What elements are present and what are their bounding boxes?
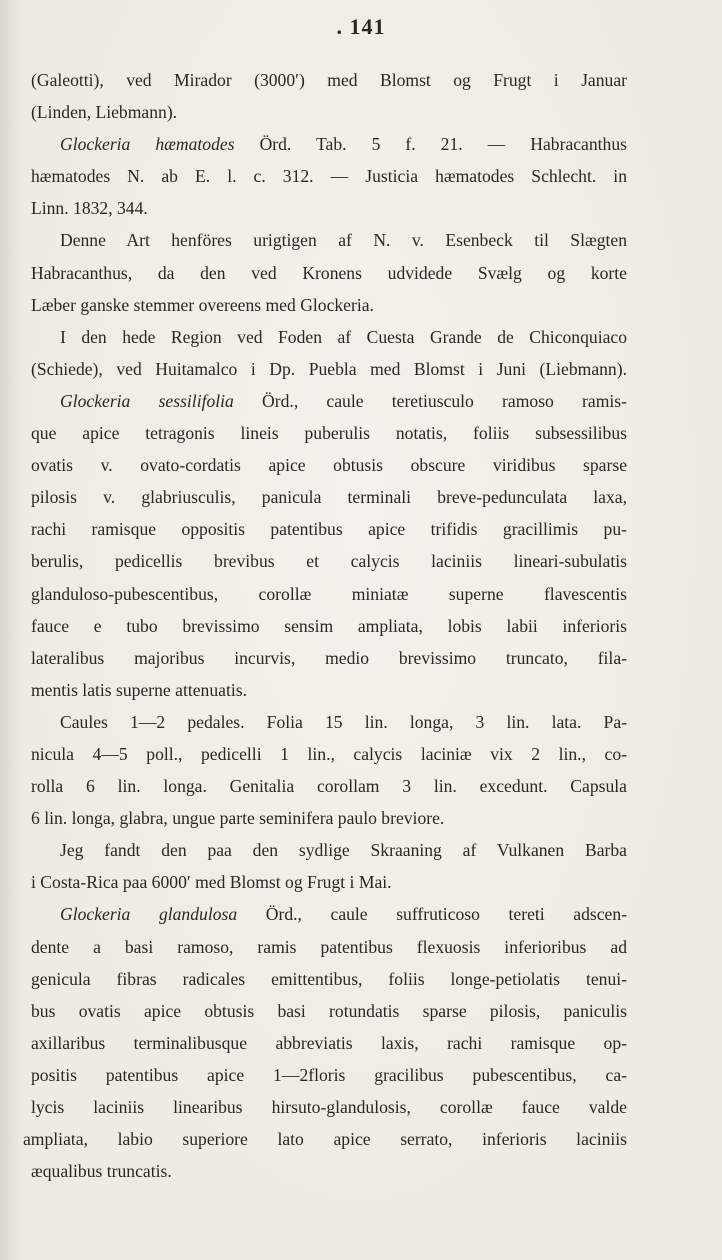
text-line xyxy=(31,642,627,674)
line-text: rachi ramisque oppositis patentibus apice trifidis gracillimis pu- xyxy=(31,519,627,540)
text-line xyxy=(31,128,627,160)
text-line xyxy=(31,160,627,192)
text-line xyxy=(31,257,627,289)
text-line xyxy=(31,738,627,770)
line-text: æqualibus truncatis. xyxy=(31,1161,172,1182)
line-text: ovatis v. ovato-cordatis apice obtusis obscure viridibus sparse xyxy=(31,455,627,476)
text-line xyxy=(31,321,627,353)
line-text: Örd., caule suffruticoso tereti adscen- xyxy=(237,904,628,925)
line-text: (Galeotti), ved Mirador (3000′) med Blomst og Frugt i Januar xyxy=(31,70,627,90)
text-line xyxy=(31,545,627,577)
line-text: hæmatodes N. ab E. l. c. 312. — Justicia hæmatodes Schlecht. in xyxy=(31,166,627,187)
text-line xyxy=(31,385,627,417)
text-line xyxy=(31,289,627,321)
line-text: que apice tetragonis lineis puberulis notatis, foliis subsessilibus xyxy=(31,423,627,444)
line-text: i Costa-Rica paa 6000′ med Blomst og Frugt i Mai. xyxy=(31,872,392,893)
text-line xyxy=(31,96,627,128)
text-line xyxy=(31,64,627,96)
line-text: axillaribus terminalibusque abbreviatis laxis, rachi ramisque op- xyxy=(31,1032,627,1053)
line-text: pilosis v. glabriusculis, panicula terminali breve-pedunculata laxa, xyxy=(31,487,627,508)
text-line xyxy=(31,192,627,224)
line-text: ampliata, labio superiore lato apice serrato, inferioris laciniis xyxy=(23,1129,627,1150)
text-line xyxy=(31,931,627,963)
text-line xyxy=(31,866,627,898)
line-text: (Schiede), ved Huitamalco i Dp. Puebla med Blomst i Juni (Liebmann). xyxy=(31,358,627,379)
line-text: 6 lin. longa, glabra, ungue parte seminifera paulo breviore. xyxy=(31,808,445,829)
species-name: Glockeria hæmatodes xyxy=(60,134,235,155)
line-text: I den hede Region ved Foden af Cuesta Grande de Chiconquiaco xyxy=(60,326,627,347)
text-line xyxy=(31,802,627,834)
text-line xyxy=(31,1059,627,1091)
line-text: positis patentibus apice 1—2floris gracilibus pubescentibus, ca- xyxy=(31,1064,627,1085)
text-line xyxy=(31,353,627,385)
text-line xyxy=(31,449,627,481)
text-line xyxy=(31,1027,627,1059)
line-text: mentis latis superne attenuatis. xyxy=(31,679,247,700)
line-text: Caules 1—2 pedales. Folia 15 lin. longa, 3 lin. lata. Pa- xyxy=(60,711,627,732)
text-line xyxy=(31,610,627,642)
text-line xyxy=(23,1123,627,1155)
line-text: lateralibus majoribus incurvis, medio brevissimo truncato, fila- xyxy=(31,647,627,668)
text-line xyxy=(31,995,627,1027)
line-text: Denne Art henföres urigtigen af N. v. Esenbeck til Slægten xyxy=(60,230,627,251)
line-text: nicula 4—5 poll., pedicelli 1 lin., calycis laciniæ vix 2 lin., co- xyxy=(31,743,627,764)
text-line xyxy=(31,898,627,930)
text-line xyxy=(31,963,627,995)
text-line xyxy=(31,1091,627,1123)
text-line xyxy=(31,706,627,738)
line-text: fauce e tubo brevissimo sensim ampliata, lobis labii inferioris xyxy=(31,615,627,636)
text-line xyxy=(31,481,627,513)
line-text: Jeg fandt den paa den sydlige Skraaning af Vulkanen Barba xyxy=(60,840,627,861)
text-line xyxy=(31,578,627,610)
line-text: genicula fibras radicales emittentibus, foliis longe-petiolatis tenui- xyxy=(31,968,627,989)
text-line xyxy=(31,770,627,802)
line-text: dente a basi ramoso, ramis patentibus flexuosis inferioribus ad xyxy=(31,936,627,957)
page-number: . 141 xyxy=(336,14,386,39)
line-text: lycis laciniis linearibus hirsuto-glandulosis, corollæ fauce valde xyxy=(31,1097,627,1117)
line-text: berulis, pedicellis brevibus et calycis laciniis lineari-subulatis xyxy=(31,551,627,572)
text-line xyxy=(31,417,627,449)
body-text xyxy=(23,64,628,1187)
line-text: rolla 6 lin. longa. Genitalia corollam 3 lin. excedunt. Capsula xyxy=(31,776,627,797)
line-text: Læber ganske stemmer overeens med Glockeria. xyxy=(31,294,374,315)
text-line xyxy=(31,1155,627,1187)
line-text: Örd. Tab. 5 f. 21. — Habracanthus xyxy=(234,134,627,155)
line-text: Habracanthus, da den ved Kronens udvidede Svælg og korte xyxy=(31,262,627,283)
species-name: Glockeria sessilifolia xyxy=(60,390,234,411)
line-text: (Linden, Liebmann). xyxy=(31,102,178,123)
text-line xyxy=(31,224,627,256)
text-line xyxy=(31,834,627,866)
text-line xyxy=(31,513,627,545)
text-line xyxy=(31,674,627,706)
species-name: Glockeria glandulosa xyxy=(60,904,238,925)
line-text: Örd., caule teretiusculo ramoso ramis- xyxy=(233,390,627,411)
line-text: Linn. 1832, 344. xyxy=(31,198,148,219)
line-text: glanduloso-pubescentibus, corollæ miniatæ superne flavescentis xyxy=(31,583,627,604)
line-text: bus ovatis apice obtusis basi rotundatis sparse pilosis, paniculis xyxy=(31,1000,627,1021)
